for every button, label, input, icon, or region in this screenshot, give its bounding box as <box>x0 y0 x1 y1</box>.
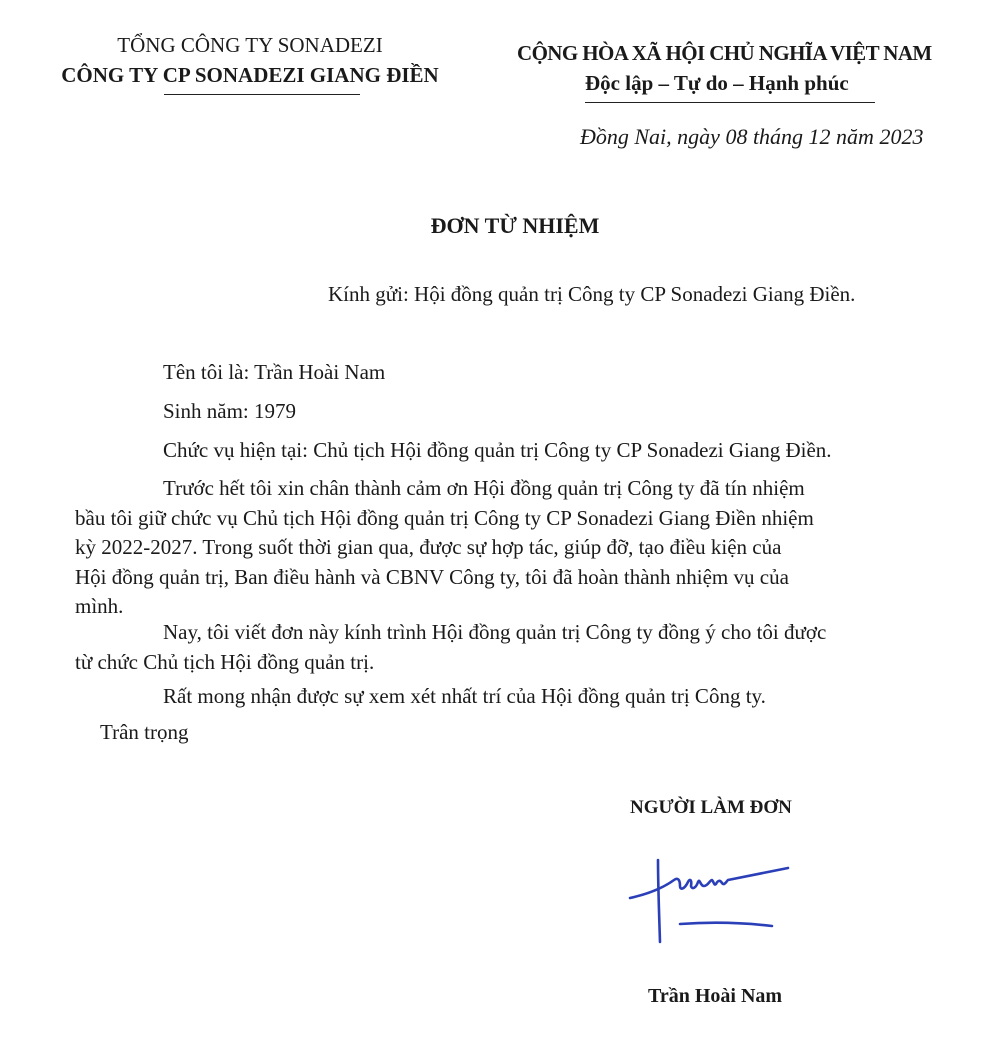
paragraph-request <box>75 618 955 677</box>
header-right-underline <box>585 102 875 103</box>
paragraph-line: Rất mong nhận được sự xem xét nhất trí của Hội đồng quản trị Công ty. <box>163 684 766 708</box>
parent-company: TỔNG CÔNG TY SONADEZI <box>117 33 383 57</box>
paragraph-hope <box>75 682 955 712</box>
document-title: ĐƠN TỪ NHIỆM <box>430 213 600 238</box>
paragraph-line: mình. <box>75 594 124 618</box>
company-name: CÔNG TY CP SONADEZI GIANG ĐIỀN <box>61 63 439 87</box>
issuing-organization <box>0 30 500 95</box>
national-header <box>500 38 1000 103</box>
nation-name: CỘNG HÒA XÃ HỘI CHỦ NGHĨA VIỆT NAM <box>517 41 932 65</box>
paragraph-line: từ chức Chủ tịch Hội đồng quản trị. <box>75 649 375 674</box>
date-line: Đồng Nai, ngày 08 tháng 12 năm 2023 <box>580 124 924 149</box>
paragraph-line: bầu tôi giữ chức vụ Chủ tịch Hội đồng quản trị Công ty CP Sonadezi Giang Điền nhiệm <box>75 505 814 530</box>
paragraph-line: Nay, tôi viết đơn này kính trình Hội đồng quản trị Công ty đồng ý cho tôi được <box>163 620 827 644</box>
handwritten-signature <box>628 850 808 950</box>
signer-title: NGƯỜI LÀM ĐƠN <box>630 797 792 818</box>
recipient-line: Kính gửi: Hội đồng quản trị Công ty CP Sonadezi Giang Điền. <box>328 282 856 306</box>
national-motto: Độc lập – Tự do – Hạnh phúc <box>585 71 849 95</box>
closing-salutation: Trân trọng <box>100 720 189 744</box>
name-line: Tên tôi là: Trần Hoài Nam <box>163 360 386 384</box>
paragraph-thanks <box>75 474 955 622</box>
header-left-underline <box>164 94 360 95</box>
signer-name: Trần Hoài Nam <box>648 985 783 1007</box>
paragraph-line: kỳ 2022-2027. Trong suốt thời gian qua, được sự hợp tác, giúp đỡ, tạo điều kiện của <box>75 535 782 559</box>
birth-year-line: Sinh năm: 1979 <box>163 399 297 423</box>
position-line: Chức vụ hiện tại: Chủ tịch Hội đồng quản trị Công ty CP Sonadezi Giang Điền. <box>163 438 832 462</box>
paragraph-line: Hội đồng quản trị, Ban điều hành và CBNV Công ty, tôi đã hoàn thành nhiệm vụ của <box>75 564 789 589</box>
paragraph-line: Trước hết tôi xin chân thành cảm ơn Hội đồng quản trị Công ty đã tín nhiệm <box>163 476 805 500</box>
